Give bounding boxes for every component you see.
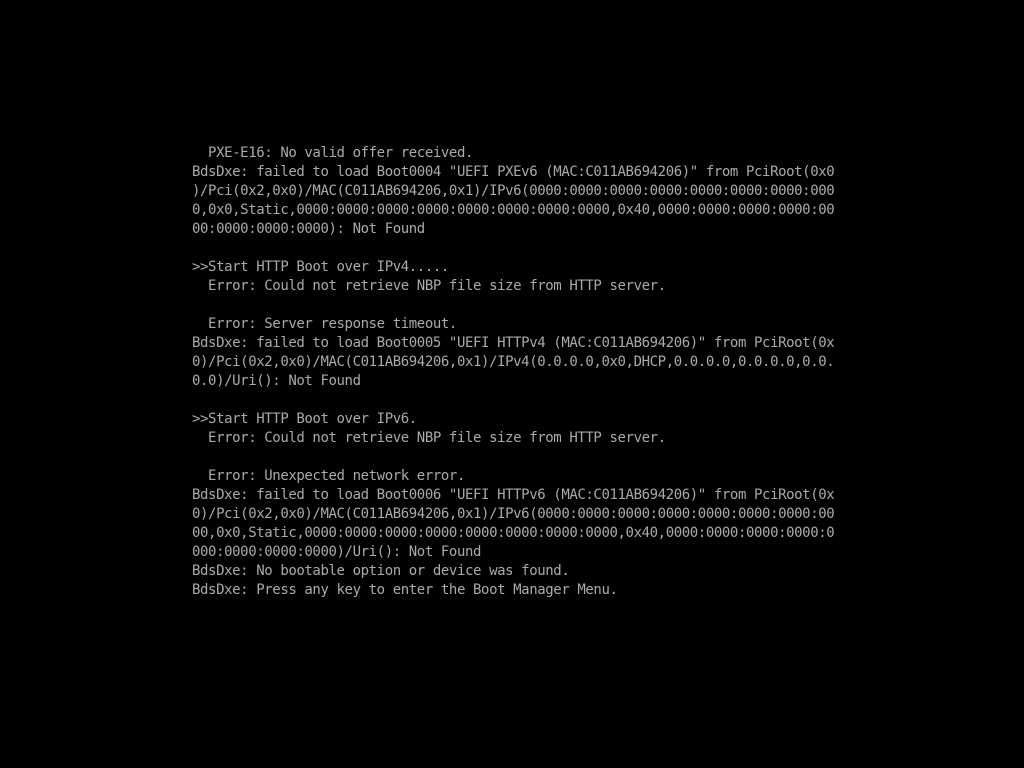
console-line: Error: Server response timeout. bbox=[192, 316, 457, 332]
console-line bbox=[192, 296, 840, 315]
console-line bbox=[192, 391, 840, 410]
console-line: 0)/Pci(0x2,0x0)/MAC(C011AB694206,0x1)/IPv4(0.0.0.0,0x0,DHCP,0.0.0.0,0.0.0.0,0.0. bbox=[192, 354, 835, 370]
console-line: )/Pci(0x2,0x0)/MAC(C011AB694206,0x1)/IPv6(0000:0000:0000:0000:0000:0000:0000:000 bbox=[192, 183, 835, 199]
boot-console-output bbox=[192, 144, 840, 624]
console-line: Error: Could not retrieve NBP file size from HTTP server. bbox=[192, 430, 666, 446]
console-line: Error: Could not retrieve NBP file size from HTTP server. bbox=[192, 278, 666, 294]
console-line: 0.0)/Uri(): Not Found bbox=[192, 373, 361, 389]
console-line: BdsDxe: failed to load Boot0004 "UEFI PXEv6 (MAC:C011AB694206)" from PciRoot(0x0 bbox=[192, 164, 835, 180]
console-line: 00:0000:0000:0000): Not Found bbox=[192, 221, 425, 237]
console-line: BdsDxe: No bootable option or device was found. bbox=[192, 563, 570, 579]
console-line: 00,0x0,Static,0000:0000:0000:0000:0000:0000:0000:0000,0x40,0000:0000:0000:0000:0 bbox=[192, 525, 835, 541]
console-line: 0)/Pci(0x2,0x0)/MAC(C011AB694206,0x1)/IPv6(0000:0000:0000:0000:0000:0000:0000:00 bbox=[192, 506, 835, 522]
console-line: BdsDxe: failed to load Boot0005 "UEFI HTTPv4 (MAC:C011AB694206)" from PciRoot(0x bbox=[192, 335, 835, 351]
console-line: >>Start HTTP Boot over IPv6. bbox=[192, 411, 417, 427]
console-line bbox=[192, 239, 840, 258]
console-line: >>Start HTTP Boot over IPv4..... bbox=[192, 259, 449, 275]
console-line bbox=[192, 448, 840, 467]
console-line: 000:0000:0000:0000)/Uri(): Not Found bbox=[192, 544, 482, 560]
console-line: Error: Unexpected network error. bbox=[192, 468, 465, 484]
console-line: 0,0x0,Static,0000:0000:0000:0000:0000:0000:0000:0000,0x40,0000:0000:0000:0000:00 bbox=[192, 202, 835, 218]
console-line: BdsDxe: Press any key to enter the Boot Manager Menu. bbox=[192, 582, 618, 598]
console-line: BdsDxe: failed to load Boot0006 "UEFI HTTPv6 (MAC:C011AB694206)" from PciRoot(0x bbox=[192, 487, 835, 503]
console-line: PXE-E16: No valid offer received. bbox=[192, 145, 474, 161]
